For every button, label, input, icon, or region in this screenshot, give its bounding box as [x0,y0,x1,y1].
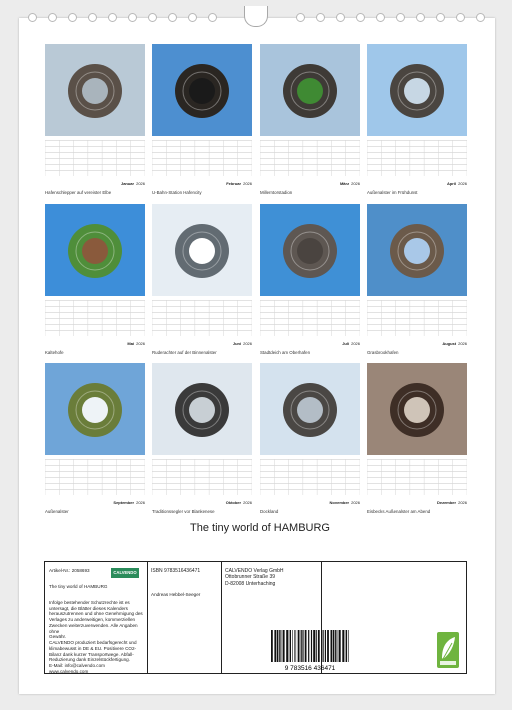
month-year: 2026 [458,341,467,346]
photo-caption: Dockland [260,509,279,514]
binding-ring [68,13,77,22]
month-tile [45,204,145,361]
month-name [121,181,145,186]
month-tile [45,363,145,520]
photo-caption: Kaltehofe [45,350,64,355]
month-label: April [446,181,457,186]
tiny-planet-photo [367,44,467,136]
month-name [233,341,252,346]
month-year: 2026 [351,181,360,186]
calendar-date-grid [45,459,145,495]
month-label: September [113,500,135,505]
binding-ring [416,13,425,22]
photo-caption: Stadtdeich am Oberhafen [260,350,311,355]
month-label: Dezember [436,500,457,505]
binding-ring [208,13,217,22]
month-tile [260,204,360,361]
month-tile [367,363,467,520]
month-name [330,500,360,505]
calendar-date-grid [152,300,252,336]
month-year: 2026 [351,500,360,505]
month-year: 2026 [136,500,145,505]
calendar-date-grid [45,300,145,336]
barcode-number: 9 783516 436471 [284,665,336,672]
small-title: The tiny world of HAMBURG [49,584,108,589]
month-tile [45,44,145,201]
calendar-date-grid [367,140,467,176]
photo-caption: Hafenschlepper auf vereister Elbe [45,190,112,195]
publisher-address [225,568,284,587]
eco-icon [437,632,459,668]
month-label: Januar [120,181,135,186]
calendar-date-grid [152,140,252,176]
publisher-line: Ottobrunner Straße 39 [225,574,276,581]
calendar-date-grid [45,140,145,176]
month-name [127,341,145,346]
photo-caption: Grasbrookhafen [367,350,399,355]
author: Andreas Hebbel-Seeger [151,592,201,597]
divider [147,562,148,673]
month-name [437,500,467,505]
info-box [44,561,467,674]
binding-ring [396,13,405,22]
binding-ring [356,13,365,22]
legal-text [49,600,144,675]
tiny-planet-photo [152,44,252,136]
month-year: 2026 [136,341,145,346]
legal-line: www.calvendo.com [49,668,89,674]
tiny-planet-photo [45,363,145,455]
hanger-hook [244,6,268,27]
month-label: Mai [127,341,135,346]
month-year: 2026 [458,500,467,505]
isbn: ISBN 9783516436471 [151,568,201,574]
calendar-date-grid [367,300,467,336]
calendar-date-grid [367,459,467,495]
calendar-date-grid [260,140,360,176]
binding-ring [128,13,137,22]
month-year: 2026 [243,500,252,505]
binding-ring [476,13,485,22]
month-year: 2026 [243,181,252,186]
month-name [340,181,360,186]
photo-caption: Ruderachter auf der Binnenalster [152,350,217,355]
photo-caption: Traditionssegler vor Blankenese [152,509,215,514]
binding-ring [316,13,325,22]
binding-ring [108,13,117,22]
calendar-date-grid [152,459,252,495]
binding-ring [88,13,97,22]
month-tile [152,44,252,201]
month-name [113,500,145,505]
month-name [226,181,252,186]
month-name [442,341,467,346]
tiny-planet-photo [45,44,145,136]
legal-line: Verlages zu anderweitigen, kommerziellen [49,617,136,623]
binding-ring [336,13,345,22]
month-year: 2026 [243,341,252,346]
binding-ring [148,13,157,22]
month-tile [152,363,252,520]
binding-ring [296,13,305,22]
barcode [265,630,355,672]
month-label: März [339,181,350,186]
legal-line: Zwecken weiterzuverwenden. Alle Angaben ohne [49,622,138,634]
photo-caption: Außenalster [45,509,69,514]
legal-line: Infolge bestehender Schutzrechte ist es [49,600,130,605]
legal-line: herauszutrennen und ohne Genehmigung des [49,611,143,617]
photo-caption: Außenalster im Frühdunst [367,190,418,195]
month-year: 2026 [458,181,467,186]
month-year: 2026 [136,181,145,186]
month-name [226,500,252,505]
month-label: Februar [226,181,242,186]
month-tile [260,44,360,201]
photo-caption: Millerntorstadion [260,190,293,195]
legal-line: untersagt, die Blätter dieses Kalenders [49,605,128,611]
legal-line: Bilanz dank kurzer Transportwege. Abfall- [49,651,134,657]
legal-line: klimabewusst in DE & EU. Positivere CO2- [49,645,137,651]
tiny-planet-photo [367,363,467,455]
month-tile [260,363,360,520]
tiny-planet-photo [152,204,252,296]
binding-ring [28,13,37,22]
month-label: November [329,500,350,505]
legal-line: E-Mail: info@calvendo.com [49,663,105,669]
binding-ring [376,13,385,22]
month-tile [152,204,252,361]
month-tile [367,44,467,201]
month-year: 2026 [351,341,360,346]
legal-line: CALVENDO produziert bedarfsgerecht und [49,640,137,646]
tiny-planet-photo [152,363,252,455]
spiral-binding [0,0,512,30]
publisher-logo: CALVENDO [111,568,139,578]
binding-ring [188,13,197,22]
binding-ring [436,13,445,22]
binding-ring [48,13,57,22]
publisher-line: D-82008 Unterhaching [225,580,276,587]
calendar-date-grid [260,459,360,495]
calendar-title: The tiny world of HAMBURG [190,522,330,534]
binding-ring [456,13,465,22]
legal-line: Gewähr. [49,634,67,640]
publisher-line: CALVENDO Verlag GmbH [225,568,284,574]
photo-caption: Eisbecks Außenalster am Abend [367,509,431,514]
divider [221,562,222,673]
tiny-planet-photo [45,204,145,296]
month-name [342,341,360,346]
month-tile [367,204,467,361]
tiny-planet-photo [260,44,360,136]
month-label: Juli [342,341,350,346]
tiny-planet-photo [260,363,360,455]
article-number: Artikel-Nr.: 2058693 [49,568,90,573]
photo-caption: U-Bahn-Station Hafencity [152,190,202,195]
month-name [447,181,467,186]
binding-ring [168,13,177,22]
tiny-planet-photo [260,204,360,296]
tiny-planet-photo [367,204,467,296]
legal-line: Reduzierung dank Einzelstückfertigung. [49,657,130,663]
month-label: Oktober [225,500,242,505]
month-label: August [442,341,457,346]
calendar-date-grid [260,300,360,336]
month-label: Juni [232,341,242,346]
